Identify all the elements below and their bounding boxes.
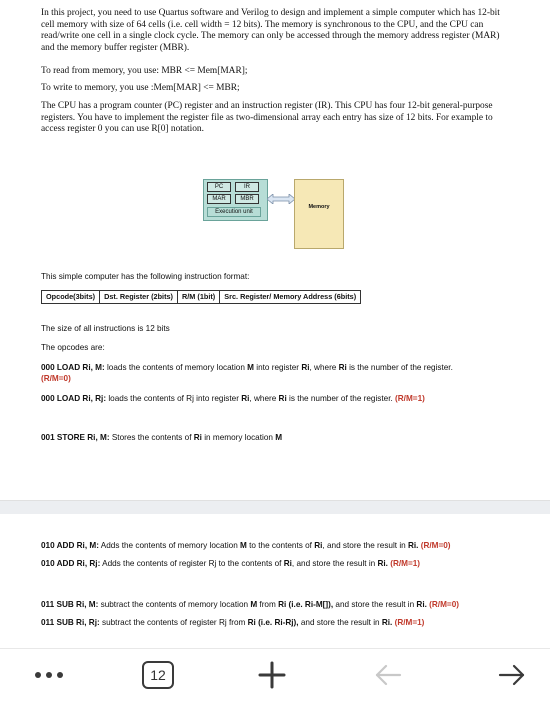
- instr-text: , where: [309, 363, 339, 372]
- rm-flag: (R/M=1): [394, 618, 425, 627]
- instr-term: Ri: [301, 363, 310, 372]
- instr-code: 010 ADD Ri, M:: [41, 541, 99, 550]
- instr-term: Ri: [241, 394, 250, 403]
- instr-code: 010 ADD Ri, Rj:: [41, 559, 101, 568]
- instr-term: M: [275, 433, 283, 442]
- memory-block: [294, 179, 344, 249]
- instr-term: Ri.: [381, 618, 393, 627]
- format-field-rm: R/M (1bit): [178, 291, 220, 303]
- read-memory-line: To read from memory, you use: MBR <= Mem[MAR];: [41, 66, 248, 76]
- instr-term: Ri.: [416, 600, 427, 609]
- instr-text: and store the result in: [298, 618, 382, 627]
- rm-flag: (R/M=0): [429, 600, 459, 609]
- rm-flag: (R/M=0): [420, 541, 451, 550]
- instr-code: 011 SUB Ri, Rj:: [41, 618, 100, 627]
- memory-label: Memory: [308, 204, 330, 210]
- format-field-dst: Dst. Register (2bits): [100, 291, 178, 303]
- instr-code: 000 LOAD Ri, M:: [41, 363, 105, 372]
- page-count-button[interactable]: 12: [142, 661, 174, 689]
- add-memory-line: [41, 540, 511, 551]
- instr-code: 011 SUB Ri, M:: [41, 600, 99, 609]
- instruction-format-table: [41, 290, 361, 304]
- load-memory-line: [41, 362, 511, 384]
- ir-register: IR: [235, 182, 259, 192]
- sub-register-line: [41, 617, 511, 628]
- instr-text: and store the result in: [333, 600, 417, 609]
- instr-text: Adds the contents of register Rj to the contents of: [100, 559, 284, 568]
- cpu-block: [203, 179, 268, 221]
- add-page-button[interactable]: [252, 649, 292, 701]
- cpu-paragraph: The CPU has a program counter (PC) register and an instruction register (IR). This CPU has four 12-bit general-purpose registers. You have to implement the register file as two-dimensional array each entry has size of 12 bits. For example to access register 0 you can use R[0] notation.: [41, 101, 493, 135]
- plus-icon: [257, 660, 287, 690]
- instr-text: , and store the result in: [291, 559, 378, 568]
- rm-flag: (R/M=0): [41, 374, 71, 383]
- instr-text: to the contents of: [246, 541, 315, 550]
- rm-flag: (R/M=1): [395, 394, 425, 403]
- pc-register: PC: [207, 182, 231, 192]
- instr-text: is the number of the register.: [286, 394, 396, 403]
- add-register-line: [41, 558, 511, 569]
- forward-button[interactable]: [492, 649, 532, 701]
- format-field-opcode: Opcode(3bits): [42, 291, 100, 303]
- instr-term: Ri: [193, 433, 202, 442]
- instr-term: Ri: [314, 541, 323, 550]
- format-intro: This simple computer has the following instruction format:: [41, 272, 250, 281]
- size-line: The size of all instructions is 12 bits: [41, 324, 170, 333]
- instr-term: Ri.: [407, 541, 419, 550]
- intro-paragraph: In this project, you need to use Quartus software and Verilog to design and implement a simple computer which has 12-bit cell memory with size of 64 cells (i.e. cell width = 12 bits). The memory is synchronous to the CPU, and the CPU can read/write one cell in a single clock cycle. The memory can only be accessed through the memory address register (MAR) and the memory buffer register (MBR).: [41, 8, 500, 53]
- instr-text: subtract the contents of register Rj from: [99, 618, 248, 627]
- instr-text: loads the contents of memory location: [104, 363, 248, 372]
- instr-text: Stores the contents of: [109, 433, 194, 442]
- instr-text: , and store the result in: [322, 541, 408, 550]
- instr-text: Adds the contents of memory location: [98, 541, 241, 550]
- execution-unit: Execution unit: [207, 207, 261, 217]
- more-dots-icon: [46, 672, 52, 678]
- instr-term: Ri.: [377, 559, 388, 568]
- instr-code: 001 STORE Ri, M:: [41, 433, 110, 442]
- load-register-line: [41, 393, 511, 404]
- opcodes-label: The opcodes are:: [41, 343, 105, 352]
- instr-term: Ri: [278, 394, 287, 403]
- sub-memory-line: [41, 599, 511, 610]
- instr-term: M: [250, 600, 258, 609]
- instr-code: 000 LOAD Ri, Rj:: [41, 394, 107, 403]
- rm-flag: (R/M=1): [390, 559, 421, 568]
- more-button[interactable]: [24, 649, 74, 701]
- instr-term: Ri (i.e. Ri-M[]),: [278, 600, 334, 609]
- arrow-left-icon: [374, 664, 402, 686]
- instr-text: from: [257, 600, 279, 609]
- instr-term: Ri: [283, 559, 292, 568]
- more-dots-icon: [57, 672, 63, 678]
- instr-text: subtract the contents of memory location: [98, 600, 251, 609]
- store-line: [41, 432, 511, 443]
- instr-text: loads the contents of Rj into register: [106, 394, 242, 403]
- instr-term: M: [247, 363, 254, 372]
- instr-term: M: [240, 541, 247, 550]
- format-field-src: Src. Register/ Memory Address (6bits): [224, 292, 357, 301]
- bus-arrow-icon: [267, 194, 295, 204]
- bottom-toolbar: [0, 648, 550, 701]
- instr-text: into register: [253, 363, 302, 372]
- instr-text: in memory location: [201, 433, 276, 442]
- write-memory-line: To write to memory, you use :Mem[MAR] <= MBR;: [41, 83, 240, 93]
- instr-text: is the number of the register.: [346, 363, 453, 372]
- instr-term: Ri (i.e. Ri-Rj),: [247, 618, 299, 627]
- instr-term: Ri: [338, 363, 347, 372]
- arrow-right-icon: [498, 664, 526, 686]
- mar-register: MAR: [207, 194, 231, 204]
- mbr-register: MBR: [235, 194, 259, 204]
- back-button[interactable]: [368, 649, 408, 701]
- more-dots-icon: [35, 672, 41, 678]
- instr-text: , where: [249, 394, 279, 403]
- document-page-2: [0, 514, 550, 644]
